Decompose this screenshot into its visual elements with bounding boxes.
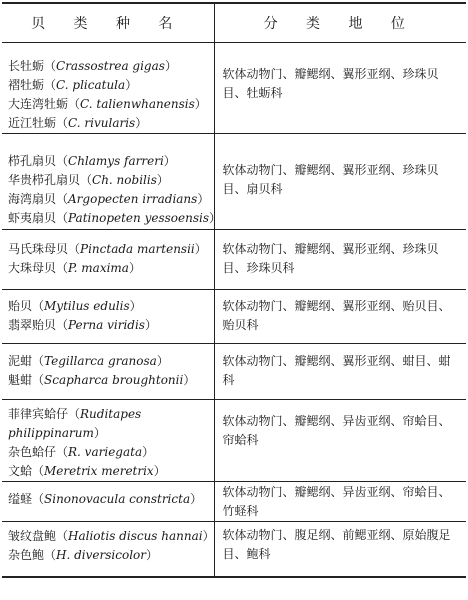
table-row (2, 344, 466, 400)
closing-paren: ） (129, 299, 142, 313)
species-cell (2, 230, 214, 290)
species-name (8, 209, 221, 228)
species-cell (2, 400, 214, 482)
species-chinese-name: 马氏珠母贝（ (8, 242, 81, 256)
species-chinese-name: 海湾扇贝（ (8, 192, 69, 206)
species-latin-name: R. variegata (68, 445, 143, 459)
table-row (2, 290, 466, 344)
species-latin-name: Sinonovacula constricta (44, 492, 191, 506)
species-name (8, 316, 212, 335)
table-row (2, 43, 466, 134)
species-latin-name: Crassostrea gigas (56, 59, 165, 73)
species-name (8, 57, 212, 76)
species-latin-name: Ch. nobilis (92, 173, 157, 187)
species-chinese-name: 栉孔扇贝（ (8, 154, 69, 168)
species-latin-name: C. talienwhanensis (80, 97, 195, 111)
classification-cell (214, 43, 466, 134)
table-row (2, 400, 466, 482)
species-name (8, 490, 212, 509)
species-cell (2, 522, 214, 577)
species-chinese-name: 褶牡蛎（ (8, 78, 57, 92)
species-latin-name: Perna viridis (68, 318, 145, 332)
species-chinese-name: 缢蛏（ (8, 492, 45, 506)
classification-cell (214, 230, 466, 290)
species-chinese-name: 皱纹盘鲍（ (8, 529, 69, 543)
species-latin-name: Pinctada martensii (80, 242, 195, 256)
closing-paren: ） (146, 548, 159, 562)
species-cell (2, 290, 214, 344)
species-name (8, 527, 215, 546)
species-name (8, 171, 212, 190)
species-name (8, 462, 212, 481)
species-name (8, 114, 212, 133)
species-latin-name: Argopecten irradians (68, 192, 198, 206)
closing-paren: ） (153, 464, 166, 478)
species-chinese-name: 大珠母贝（ (8, 261, 69, 275)
header-classification: 分 类 地 位 (214, 3, 466, 43)
closing-paren: ） (93, 426, 106, 440)
closing-paren: ） (142, 445, 155, 459)
header-species: 贝 类 种 名 (2, 3, 214, 43)
species-chinese-name: 贻贝（ (8, 299, 45, 313)
species-name (8, 190, 212, 209)
species-chinese-name: 杂色鲍（ (8, 548, 57, 562)
table-header-row (2, 3, 466, 43)
species-chinese-name: 大连湾牡蛎（ (8, 97, 81, 111)
classification-text: 软体动物门、瓣鳃纲、异齿亚纲、帘蛤目、帘蛤科 (222, 414, 451, 447)
table-row (2, 522, 466, 577)
classification-text: 软体动物门、瓣鳃纲、翼形亚纲、贻贝目、贻贝科 (222, 299, 451, 332)
species-classification-table (2, 2, 466, 578)
species-name (8, 76, 212, 95)
closing-paren: ） (125, 78, 138, 92)
species-name (8, 352, 212, 371)
species-latin-name: Tegillarca granosa (44, 354, 157, 368)
species-latin-name: C. plicatula (56, 78, 126, 92)
classification-cell (214, 290, 466, 344)
species-chinese-name: 菲律宾蛤仔（ (8, 407, 81, 421)
species-latin-name: Mytilus edulis (44, 299, 130, 313)
closing-paren: ） (194, 242, 207, 256)
species-latin-name: Chlamys farreri (68, 154, 164, 168)
closing-paren: ） (197, 192, 210, 206)
species-cell (2, 134, 221, 230)
closing-paren: ） (164, 59, 177, 73)
classification-text: 软体动物门、瓣鳃纲、翼形亚纲、珍珠贝目、牡蛎科 (222, 67, 439, 100)
classification-cell (214, 344, 466, 400)
classification-cell (214, 134, 466, 230)
species-chinese-name: 杂色蛤仔（ (8, 445, 69, 459)
closing-paren: ） (144, 318, 157, 332)
closing-paren: ） (194, 97, 207, 111)
closing-paren: ） (183, 373, 196, 387)
species-name (8, 443, 212, 462)
species-chinese-name: 近江牡蛎（ (8, 116, 69, 130)
species-latin-name: Meretrix meretrix (44, 464, 154, 478)
classification-text: 软体动物门、瓣鳃纲、翼形亚纲、珍珠贝目、扇贝科 (222, 163, 439, 196)
species-name (8, 546, 212, 565)
species-chinese-name: 文蛤（ (8, 464, 45, 478)
species-latin-name: C. rivularis (68, 116, 136, 130)
species-chinese-name: 虾夷扇贝（ (8, 211, 69, 225)
closing-paren: ） (163, 154, 176, 168)
table-row (2, 134, 466, 230)
table-row (2, 482, 466, 522)
species-name (8, 405, 212, 443)
species-latin-name: Haliotis discus hannai (68, 529, 203, 543)
species-latin-name: Ruditapes philippinarum (8, 407, 142, 440)
species-name (8, 240, 212, 259)
closing-paren: ） (202, 529, 215, 543)
classification-text: 软体动物门、瓣鳃纲、异齿亚纲、帘蛤目、竹蛏科 (222, 485, 451, 518)
species-cell (2, 344, 214, 400)
classification-cell (214, 400, 466, 482)
closing-paren: ） (135, 116, 148, 130)
species-latin-name: Patinopeten yessoensis (68, 211, 209, 225)
species-chinese-name: 魁蚶（ (8, 373, 45, 387)
species-cell (2, 43, 214, 134)
species-chinese-name: 翡翠贻贝（ (8, 318, 69, 332)
classification-text: 软体动物门、瓣鳃纲、翼形亚纲、珍珠贝目、珍珠贝科 (222, 242, 439, 275)
species-latin-name: H. diversicolor (56, 548, 146, 562)
classification-cell (214, 522, 466, 577)
species-chinese-name: 泥蚶（ (8, 354, 45, 368)
table-row (2, 230, 466, 290)
closing-paren: ） (156, 173, 169, 187)
species-latin-name: P. maxima (68, 261, 129, 275)
closing-paren: ） (208, 211, 221, 225)
species-name (8, 371, 212, 390)
species-name (8, 259, 212, 278)
closing-paren: ） (128, 261, 141, 275)
classification-cell (214, 482, 466, 522)
species-name (8, 297, 212, 316)
classification-text: 软体动物门、瓣鳃纲、翼形亚纲、蚶目、蚶科 (222, 354, 451, 387)
species-latin-name: Scapharca broughtonii (44, 373, 184, 387)
species-name (8, 95, 212, 114)
classification-text: 软体动物门、腹足纲、前鳃亚纲、原始腹足目、鲍科 (222, 528, 451, 561)
species-chinese-name: 长牡蛎（ (8, 59, 57, 73)
species-name (8, 152, 212, 171)
closing-paren: ） (156, 354, 169, 368)
closing-paren: ） (190, 492, 203, 506)
species-chinese-name: 华贵栉孔扇贝（ (8, 173, 93, 187)
species-cell (2, 482, 214, 522)
